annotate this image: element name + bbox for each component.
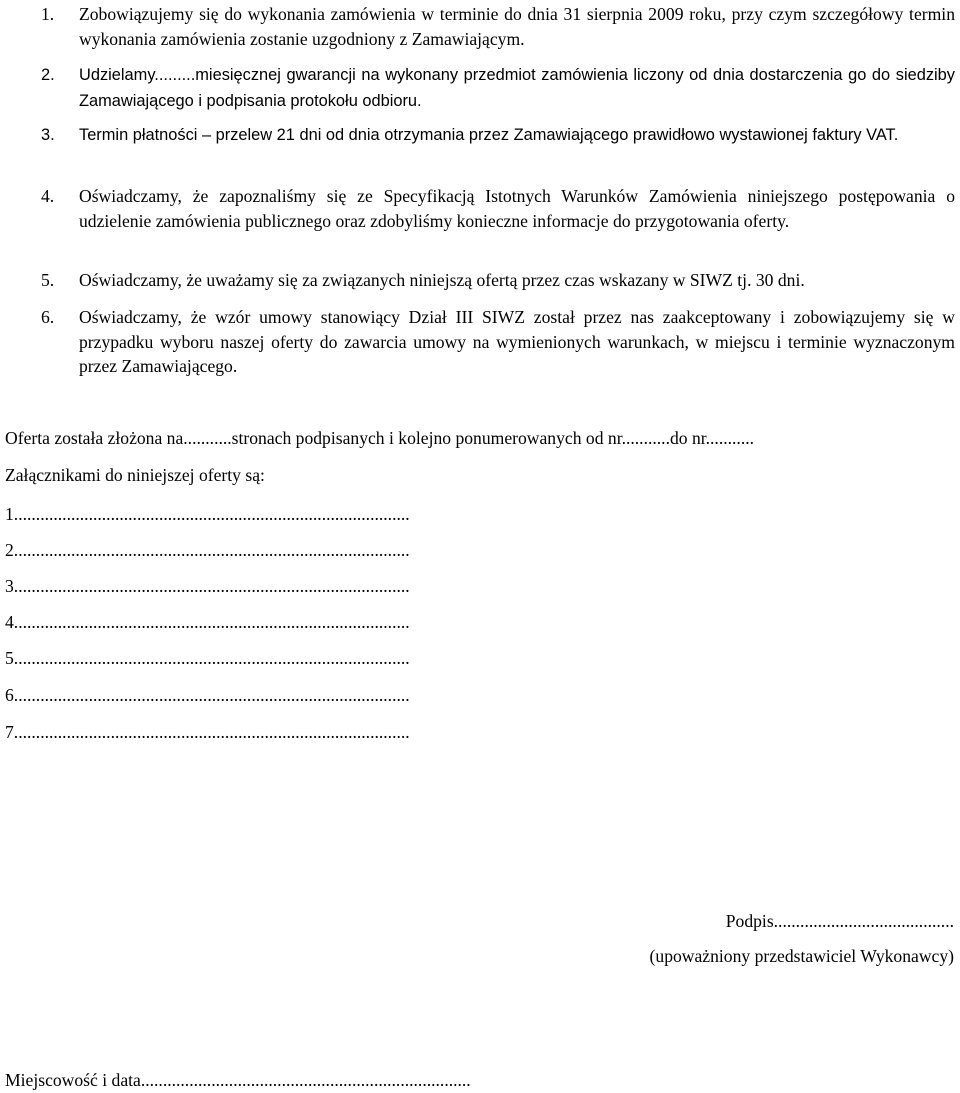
attachments-heading: Załącznikami do niniejszej oferty są: — [5, 465, 265, 485]
attachment-line: 2.......................................................................................... — [5, 540, 410, 560]
clause-6 — [41, 305, 955, 379]
clause-5 — [41, 268, 955, 293]
clause-4 — [41, 184, 955, 233]
clause-text: Oświadczamy, że wzór umowy stanowiący Dział III SIWZ został przez nas zaakceptowany i zobowiązujemy się w przypadku wyboru naszej oferty do zawarcia umowy na wymienionych warunkach, w miejscu i terminie wyznaczonym przez Zamawiającego. — [79, 307, 955, 376]
attachment-line: 3.......................................................................................... — [5, 576, 410, 596]
signature-caption: (upoważniony przedstawiciel Wykonawcy) — [649, 946, 954, 966]
clause-number: 1. — [41, 4, 55, 24]
attachment-line: 1.......................................................................................... — [5, 504, 410, 524]
attachment-line: 6.......................................................................................... — [5, 685, 410, 705]
clause-text: Oświadczamy, że uważamy się za związanych niniejszą ofertą przez czas wskazany w SIWZ tj. 30 dni. — [79, 270, 805, 290]
clause-text: Oświadczamy, że zapoznaliśmy się ze Specyfikacją Istotnych Warunków Zamówienia niniejszego postępowania o udzielenie zamówienia publicznego oraz zdobyliśmy konieczne informacje do przygotowania oferty. — [79, 186, 955, 231]
attachment-line: 5.......................................................................................... — [5, 648, 410, 668]
clause-number: 6. — [41, 307, 55, 327]
clause-number: 4. — [41, 186, 55, 206]
clause-number: 5. — [41, 270, 55, 290]
attachment-line: 4.......................................................................................... — [5, 612, 410, 632]
signature-line: Podpis......................................... — [725, 911, 954, 931]
clause-text: Zobowiązujemy się do wykonania zamówienia w terminie do dnia 31 sierpnia 2009 roku, przy czym szczegółowy termin wykonania zamówienia zostanie uzgodniony z Zamawiającym. — [79, 4, 955, 49]
offer-pages-line: Oferta została złożona na...........stronach podpisanych i kolejno ponumerowanych od nr...........do nr........... — [5, 428, 755, 448]
clause-3 — [41, 122, 955, 148]
attachment-line: 7.......................................................................................... — [5, 722, 410, 742]
clause-number: 2. — [41, 66, 55, 84]
clause-number: 3. — [41, 126, 55, 144]
clause-text: Udzielamy.........miesięcznej gwarancji na wykonany przedmiot zamówienia liczony od dnia dostarczenia go do siedziby Zamawiającego i podpisania protokołu odbioru. — [79, 66, 955, 110]
clause-2 — [41, 62, 955, 114]
clause-text: Termin płatności – przelew 21 dni od dnia otrzymania przez Zamawiającego prawidłowo wystawionej faktury VAT. — [79, 126, 899, 144]
place-date-line: Miejscowość i data........................................................................... — [5, 1070, 471, 1090]
clause-1 — [41, 2, 955, 51]
